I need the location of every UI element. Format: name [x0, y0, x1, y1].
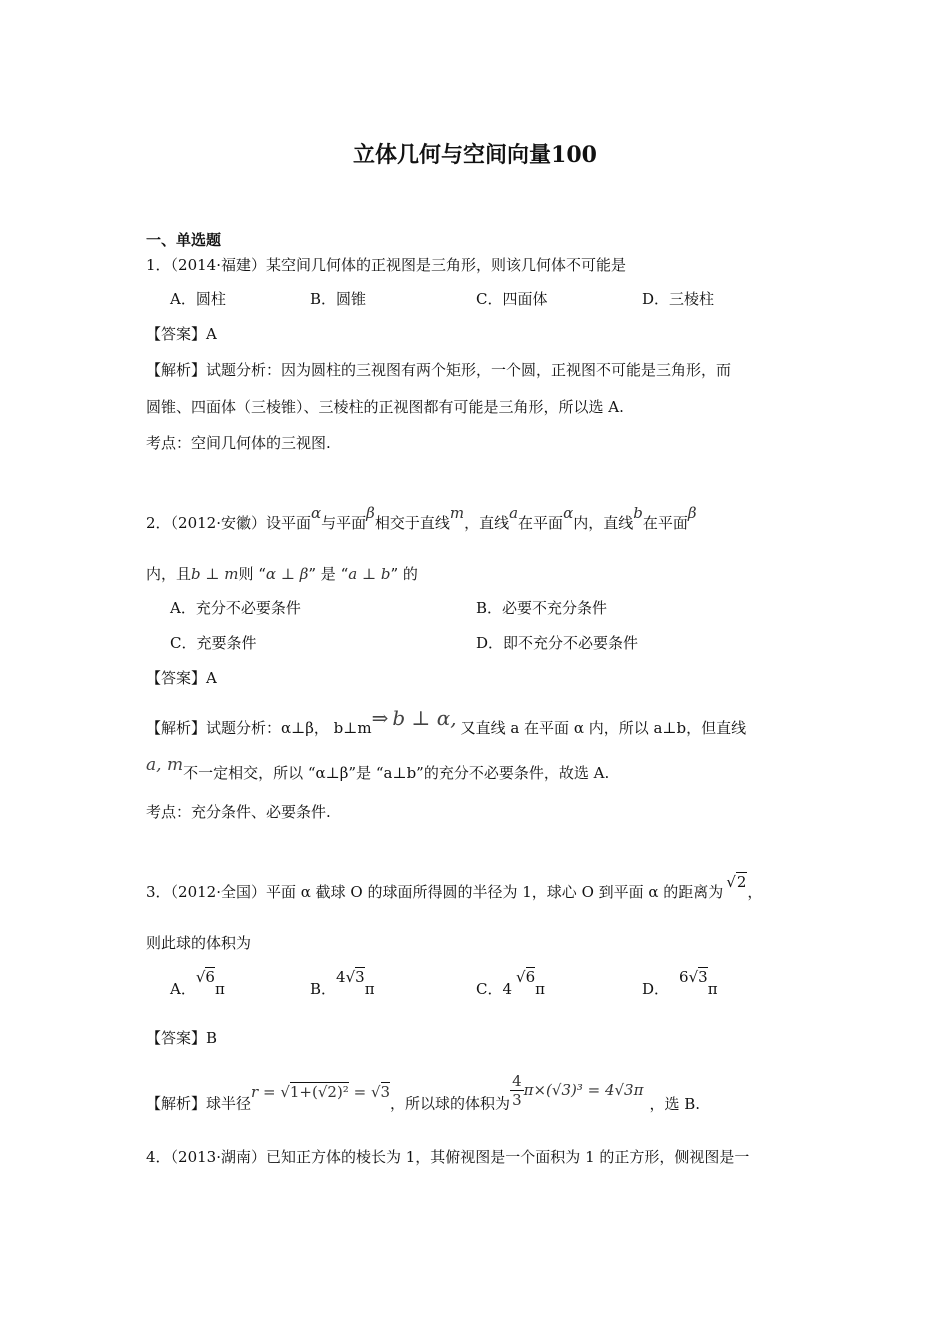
- alpha-symbol: α: [311, 504, 322, 522]
- q1-analysis-line1: 【解析】试题分析：因为圆柱的三视图有两个矩形，一个圆，正视图不可能是三角形，而: [146, 361, 732, 379]
- radius-formula: r = √1+(√2)² = √3: [251, 1082, 391, 1101]
- q2-stem-line1: 2．（2012·安徽）设平面α与平面β相交于直线m，直线a在平面α内，直线b在平面β: [146, 504, 697, 532]
- b-symbol: b: [633, 504, 643, 522]
- beta-symbol-2: β: [687, 504, 697, 522]
- q1-stem: 1．（2014·福建）某空间几何体的正视图是三角形，则该几何体不可能是: [146, 256, 626, 274]
- q1-option-d: D．三棱柱: [642, 290, 715, 308]
- beta-symbol: β: [366, 504, 375, 522]
- q3-option-b: B．4√3π: [310, 968, 375, 998]
- q2-knowledge-point: 考点：充分条件、必要条件.: [146, 803, 331, 821]
- volume-formula: $\frac{4}{3}$ π×(√3)³ = 4√3π: [512, 1072, 644, 1109]
- q2-option-c: C．充要条件: [170, 634, 257, 652]
- q1-knowledge-point: 考点：空间几何体的三视图.: [146, 434, 331, 452]
- q3-stem-line2: 则此球的体积为: [146, 934, 252, 952]
- page-title: 立体几何与空间向量100: [353, 142, 597, 168]
- q3-option-c: C．4√6π: [476, 968, 545, 998]
- q2-analysis-line1: 【解析】试题分析：α⊥β， b⊥m⇒ b ⊥ α, 又直线 a 在平面 α 内，所以 a⊥b，但直线: [146, 706, 747, 737]
- a-symbol: a: [509, 504, 519, 522]
- q4-stem: 4．（2013·湖南）已知正方体的棱长为 1，其俯视图是一个面积为 1 的正方形，侧视图是一: [146, 1148, 750, 1166]
- q3-option-a: A．√6π: [170, 968, 225, 998]
- section-heading: 一、单选题: [146, 231, 222, 249]
- q2-stem-line2: 内，且b ⊥ m则 “α ⊥ β” 是 “a ⊥ b” 的: [146, 565, 418, 583]
- alpha-symbol-2: α: [563, 504, 574, 522]
- q3-answer: 【答案】B: [146, 1029, 218, 1047]
- q2-analysis-line2: a, m不一定相交，所以 “α⊥β”是 “a⊥b”的充分不必要条件，故选 A.: [146, 755, 610, 782]
- q1-option-b: B．圆锥: [310, 290, 367, 308]
- implies-symbol: ⇒: [371, 706, 389, 730]
- q2-option-a: A．充分不必要条件: [170, 599, 301, 617]
- q3-stem-line1: 3．（2012·全国）平面 α 截球 O 的球面所得圆的半径为 1，球心 O 到平面 α 的距离为√2，: [146, 873, 763, 901]
- q3-analysis: 【解析】球半径r = √1+(√2)² = √3，所以球的体积为 $\frac{4}{3}$ π×(√3)³ = 4√3π，选 B.: [146, 1072, 701, 1113]
- m-symbol: m: [449, 504, 465, 522]
- q1-option-c: C．四面体: [476, 290, 548, 308]
- q2-option-d: D．即不充分不必要条件: [476, 634, 639, 652]
- sqrt-2: √2: [726, 873, 747, 891]
- q1-analysis-line2: 圆锥、四面体（三棱锥）、三棱柱的正视图都有可能是三角形，所以选 A.: [146, 398, 624, 416]
- q3-option-d: D．6√3π: [642, 968, 718, 998]
- q1-answer: 【答案】A: [146, 325, 217, 343]
- q1-option-a: A．圆柱: [170, 290, 226, 308]
- q2-option-b: B．必要不充分条件: [476, 599, 608, 617]
- q2-answer: 【答案】A: [146, 669, 217, 687]
